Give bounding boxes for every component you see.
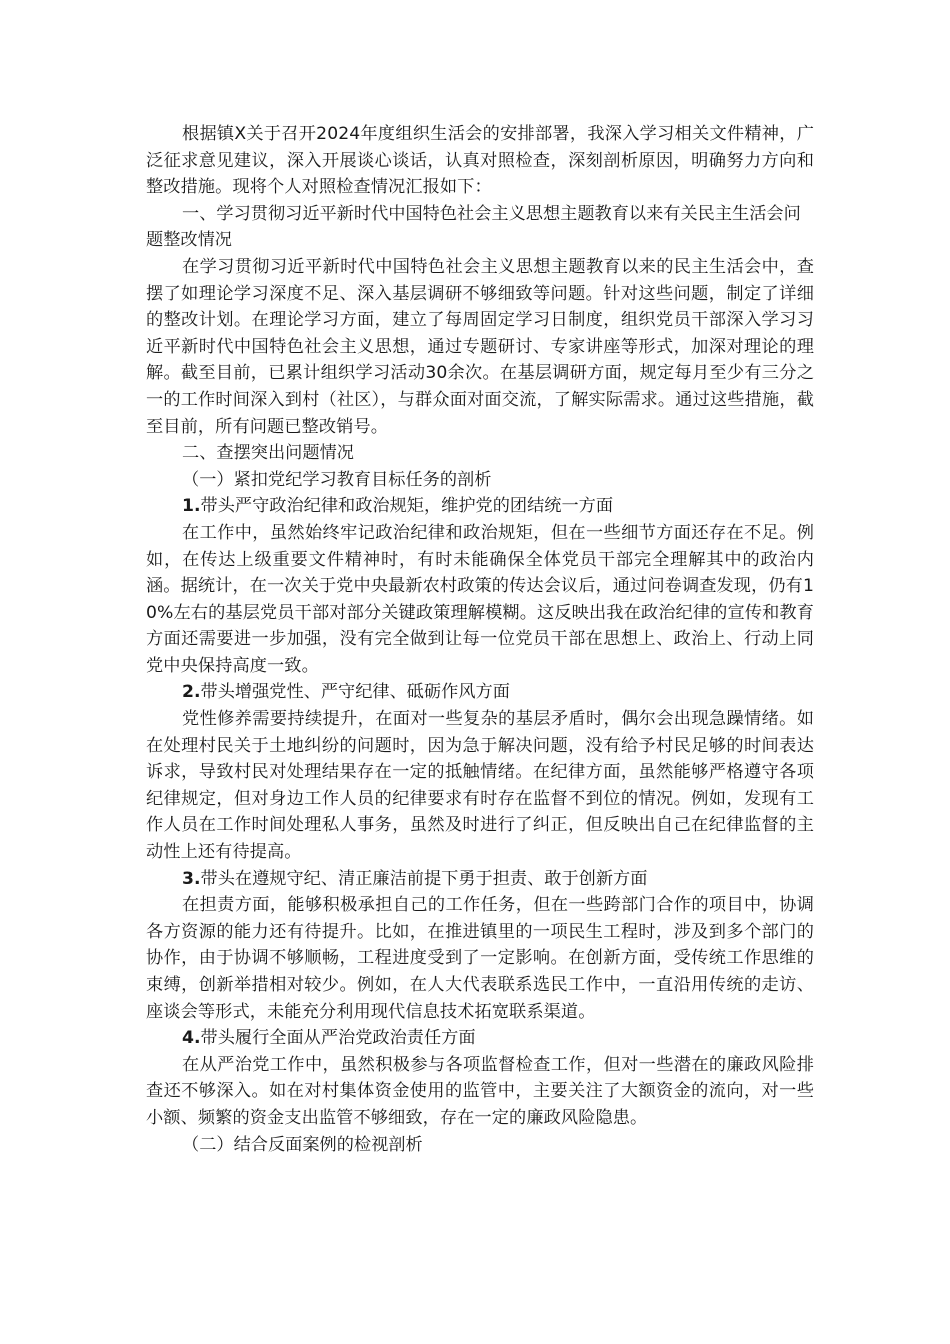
item-3-number: 3. <box>182 868 201 889</box>
item-1-number: 1. <box>182 496 201 517</box>
item-4-heading <box>146 1025 814 1052</box>
item-2-paragraph: 党性修养需要持续提升，在面对一些复杂的基层矛盾时，偶尔会出现急躁情绪。如在处理村民关于土地纠纷的问题时，因为急于解决问题，没有给予村民足够的时间表达诉求，导致村民对处理结果存在一定的抵触情绪。在纪律方面，虽然能够严格遵守各项纪律规定，但对身边工作人员的纪律要求有时存在监督不到位的情况。例如，发现有工作人员在工作时间处理私人事务，虽然及时进行了纠正，但反映出自己在纪律监督的主动性上还有待提高。 <box>146 709 814 863</box>
intro-paragraph: 根据镇X关于召开2024年度组织生活会的安排部署，我深入学习相关文件精神，广泛征求意见建议，深入开展谈心谈话，认真对照检查，深刻剖析原因，明确努力方向和整改措施。现将个人对照检查情况汇报如下： <box>146 124 814 198</box>
item-1-heading <box>146 493 814 520</box>
section-1-heading: 一、学习贯彻习近平新时代中国特色社会主义思想主题教育以来有关民主生活会问题整改情况 <box>146 203 801 251</box>
item-1-paragraph: 在工作中，虽然始终牢记政治纪律和政治规矩，但在一些细节方面还存在不足。例如，在传达上级重要文件精神时，有时未能确保全体党员干部完全理解其中的政治内涵。据统计，在一次关于党中央最新农村政策的传达会议后，通过问卷调查发现，仍有10%左右的基层党员干部对部分关键政策理解模糊。这反映出我在政治纪律的宣传和教育方面还需要进一步加强，没有完全做到让每一位党员干部在思想上、政治上、行动上同党中央保持高度一致。 <box>146 522 814 676</box>
section-2-heading: 二、查摆突出问题情况 <box>182 443 354 464</box>
item-3-paragraph: 在担责方面，能够积极承担自己的工作任务，但在一些跨部门合作的项目中，协调各方资源的能力还有待提升。比如，在推进镇里的一项民生工程时，涉及到多个部门的协作，由于协调不够顺畅，工程进度受到了一定影响。在创新方面，受传统工作思维的束缚，创新举措相对较少。例如，在人大代表联系选民工作中，一直沿用传统的走访、座谈会等形式，未能充分利用现代信息技术拓宽联系渠道。 <box>146 895 814 1022</box>
subsection-1-heading: （一）紧扣党纪学习教育目标任务的剖析 <box>182 469 492 490</box>
item-2-heading <box>146 679 814 706</box>
item-3-title: 带头在遵规守纪、清正廉洁前提下勇于担责、敢于创新方面 <box>200 868 648 889</box>
section-1-paragraph: 在学习贯彻习近平新时代中国特色社会主义思想主题教育以来的民主生活会中，查摆了如理论学习深度不足、深入基层调研不够细致等问题。针对这些问题，制定了详细的整改计划。在理论学习方面，建立了每周固定学习日制度，组织党员干部深入学习习近平新时代中国特色社会主义思想，通过专题研讨、专家讲座等形式，加深对理论的理解。截至目前，已累计组织学习活动30余次。在基层调研方面，规定每月至少有三分之一的工作时间深入到村（社区），与群众面对面交流，了解实际需求。通过这些措施，截至目前，所有问题已整改销号。 <box>146 256 814 437</box>
item-4-paragraph: 在从严治党工作中，虽然积极参与各项监督检查工作，但对一些潜在的廉政风险排查还不够深入。如在对村集体资金使用的监管中，主要关注了大额资金的流向，对一些小额、频繁的资金支出监管不够细致，存在一定的廉政风险隐患。 <box>146 1054 814 1128</box>
item-3-heading <box>146 866 814 893</box>
document-body <box>146 121 814 1158</box>
item-1-title: 带头严守政治纪律和政治规矩，维护党的团结统一方面 <box>200 496 614 517</box>
item-4-number: 4. <box>182 1028 201 1049</box>
item-2-number: 2. <box>182 682 201 703</box>
item-2-title: 带头增强党性、严守纪律、砥砺作风方面 <box>200 682 510 703</box>
item-4-title: 带头履行全面从严治党政治责任方面 <box>200 1028 476 1049</box>
subsection-2-heading: （二）结合反面案例的检视剖析 <box>182 1134 423 1155</box>
